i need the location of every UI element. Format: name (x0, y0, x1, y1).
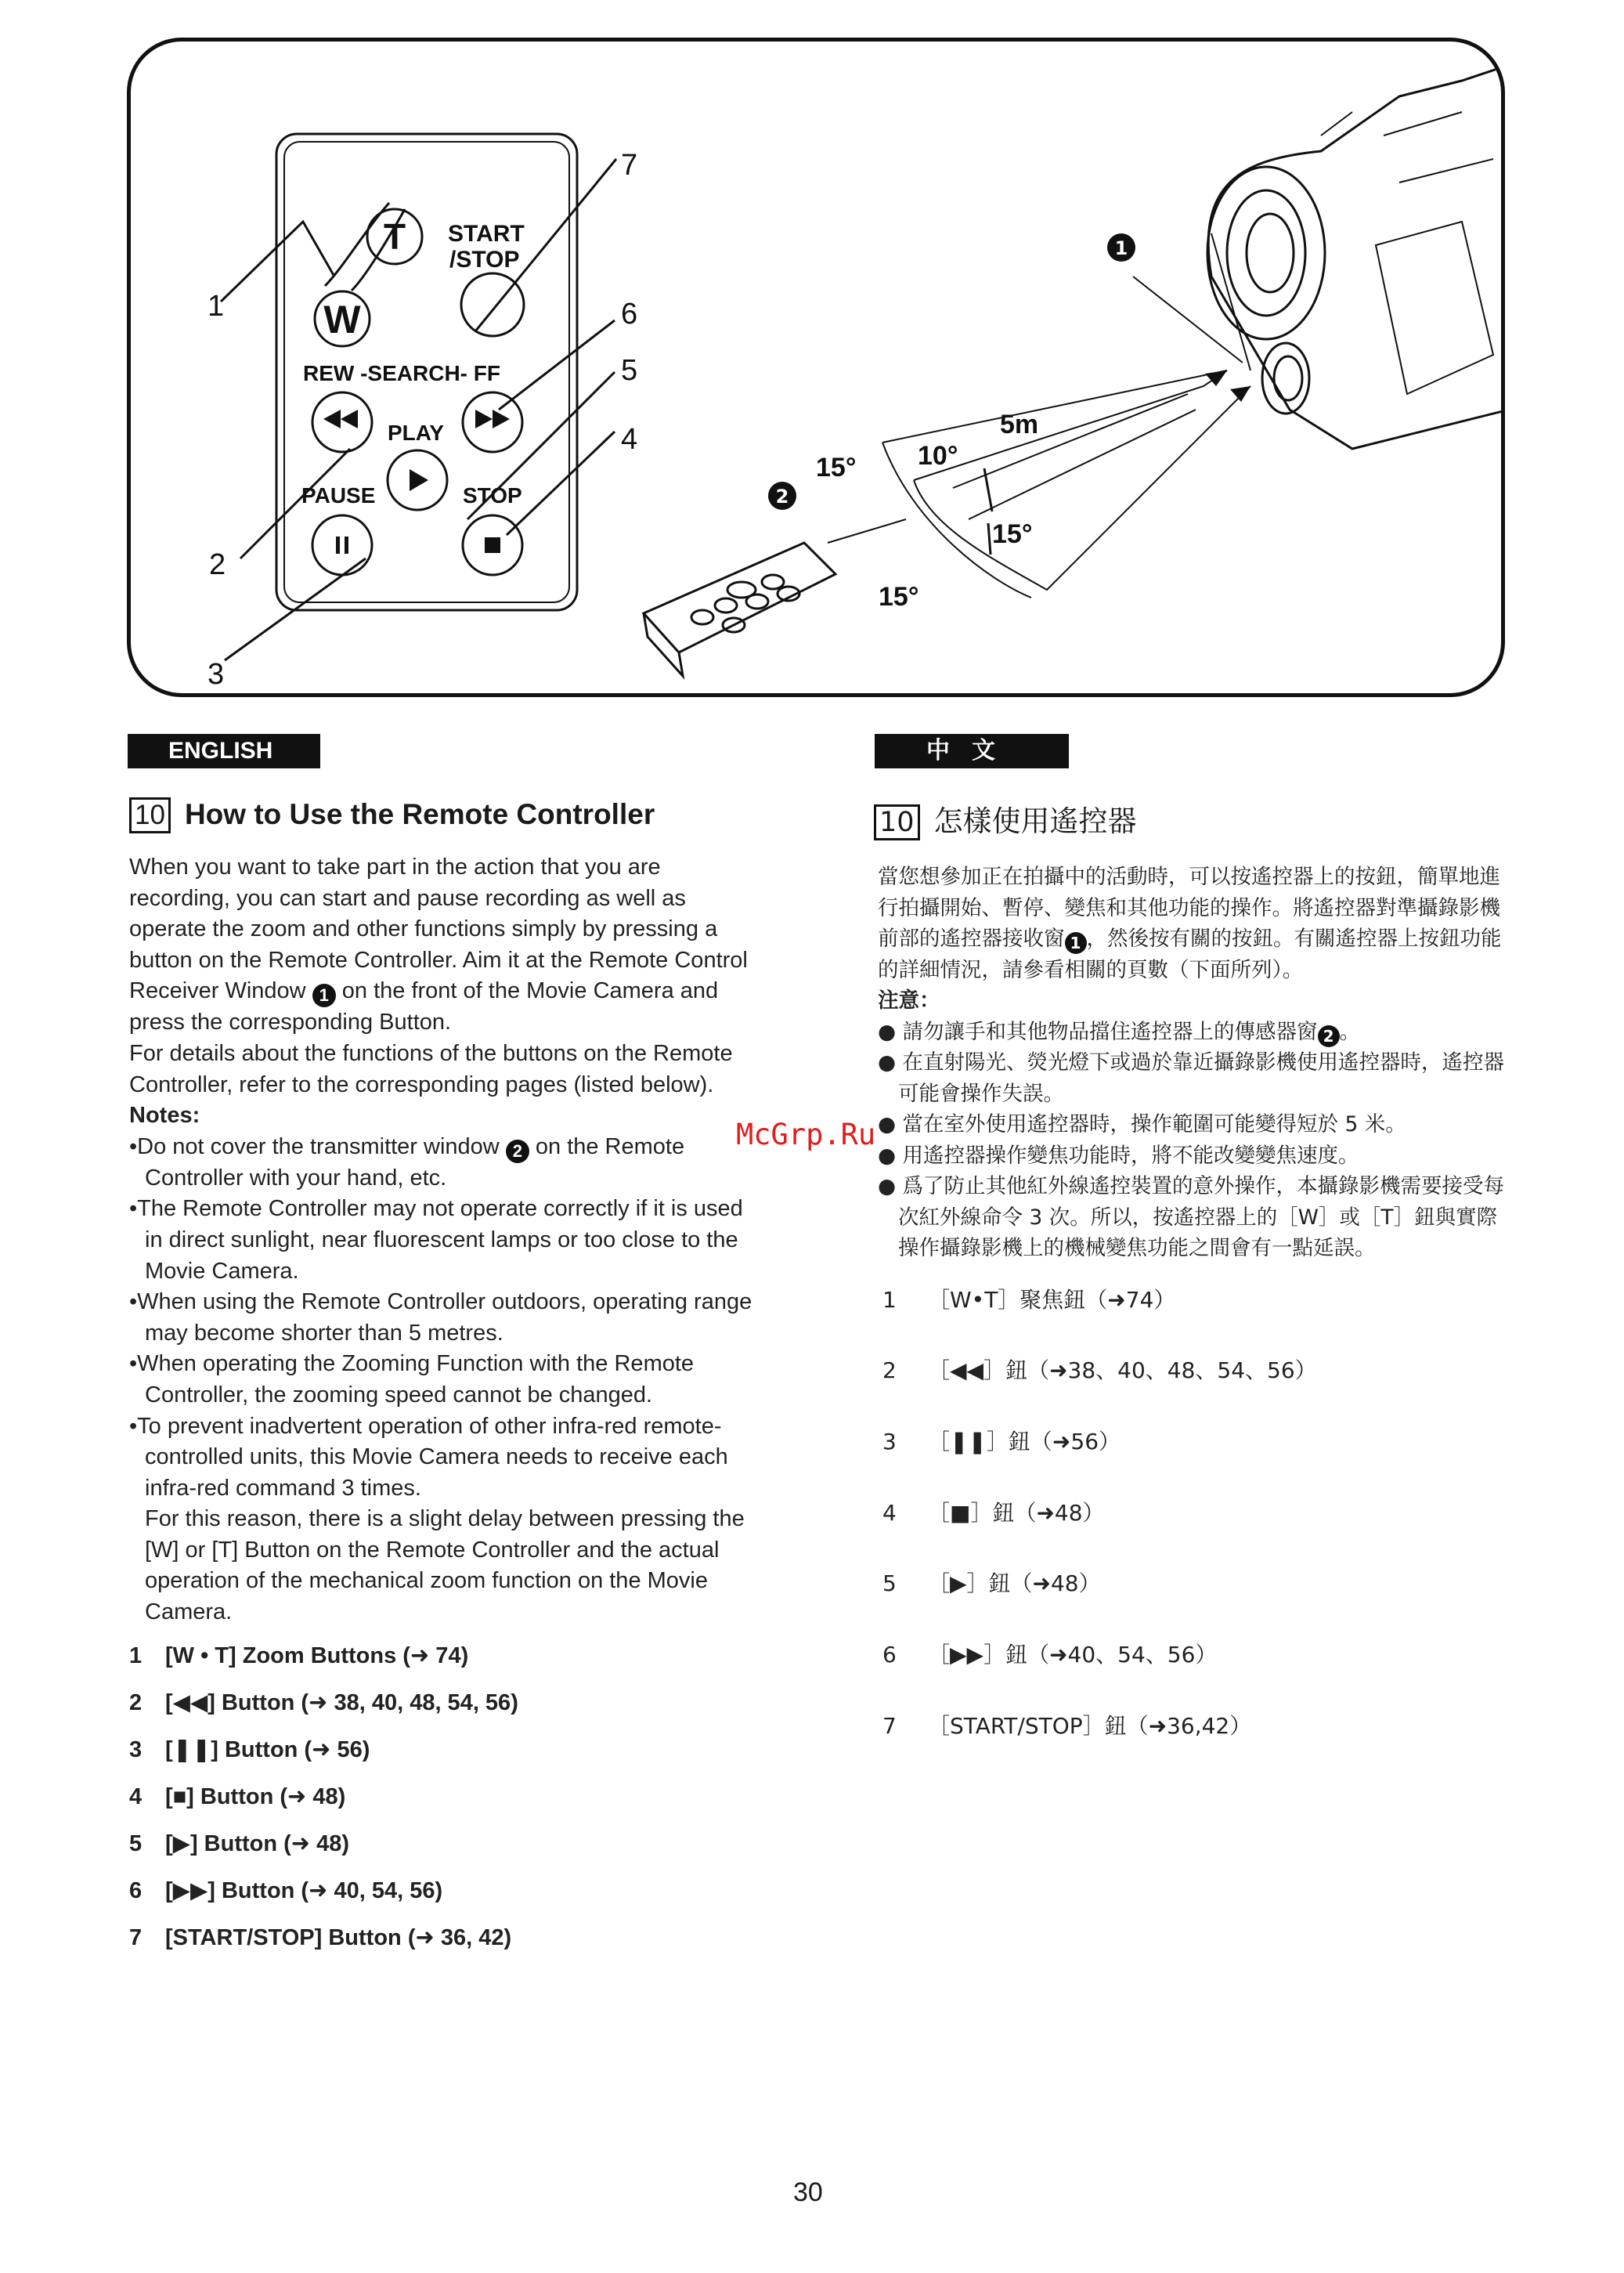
chinese-language-bar: 中文 (875, 734, 1069, 768)
callout-1: 1 (208, 290, 225, 323)
marker-1-label: 1 (1114, 237, 1128, 259)
marker-2-label: 2 (775, 486, 789, 508)
chinese-section-number: 10 (874, 804, 920, 840)
play-label: PLAY (388, 421, 445, 445)
english-title-text: How to Use the Remote Controller (184, 798, 655, 830)
list-item: 2 [◀◀] Button (➜ 38, 40, 48, 54, 56) (129, 1689, 518, 1715)
pause-button (312, 515, 372, 575)
rew-search-ff-label: REW -SEARCH- FF (303, 361, 500, 385)
callout-5: 5 (621, 354, 638, 387)
list-item: 5 [▶] Button (➜ 48) (129, 1830, 350, 1856)
pause-label: PAUSE (301, 483, 376, 508)
chinese-button-list (878, 1285, 1512, 1782)
english-intro-1: When you want to take part in the action that you are recording, you can start and pause recording as well as operate the zoom and other functions simply by pressing a button on the Remote Controller. Aim it at the Remote Control Receiver Window 1 on the front of the Movie Camera and press the corresponding Button. (129, 855, 748, 1035)
list-item: 1 ［W•T］聚焦鈕（➜74） (882, 1286, 1176, 1313)
start-label: START (448, 221, 525, 247)
list-item: 6 ［▶▶］鈕（➜40、54、56） (882, 1641, 1218, 1668)
chinese-note-5: ● 爲了防止其他紅外線遙控裝置的意外操作，本攝錄影機需要接受每次紅外線命令 3 次。所以，按遙控器上的［W］或［T］鈕與實際操作攝錄影機上的機械變焦功能之間會有一點延誤。 (878, 1174, 1505, 1260)
chinese-column (878, 862, 1512, 1781)
callout-4: 4 (621, 423, 638, 456)
english-column (129, 852, 756, 1970)
chinese-note-1: ● 請勿讓手和其他物品擋住遙控器上的傳感器窗 2 。 (878, 1019, 1361, 1046)
transmitter-marker-icon: 2 (506, 1140, 529, 1163)
list-item: 1 [W • T] Zoom Buttons (➜ 74) (129, 1642, 469, 1668)
chinese-note-2: ● 在直射陽光、熒光燈下或過於靠近攝錄影機使用遙控器時，遙控器可能會操作失誤。 (878, 1050, 1505, 1106)
chinese-note-3: ● 當在室外使用遙控器時，操作範圍可能變得短於 5 米。 (878, 1112, 1406, 1136)
angle-15-bottom: 15° (879, 582, 919, 612)
english-button-list (129, 1641, 756, 1970)
english-section-title (129, 797, 655, 833)
figure-drawing (131, 42, 1505, 697)
list-item: 3 ［❚❚］鈕（➜56） (882, 1428, 1121, 1455)
english-note-5b: For this reason, there is a slight delay between pressing the [W] or [T] Button on the Remote Controller and the actual operation of the mechanical zoom function on the Movie Camera. (145, 1506, 745, 1625)
callout-7: 7 (621, 149, 638, 182)
transmitter-marker-icon: 2 (1318, 1025, 1340, 1047)
callout-6: 6 (621, 298, 638, 331)
english-intro-2: For details about the functions of the buttons on the Remote Controller, refer to the corresponding pages (listed below). (129, 1040, 733, 1097)
list-item: 5 ［▶］鈕（➜48） (882, 1570, 1101, 1597)
angle-15-right: 15° (992, 519, 1033, 549)
english-note-2: •The Remote Controller may not operate correctly if it is used in direct sunlight, near fluorescent lamps or too close to the Movie Camera. (129, 1196, 743, 1284)
english-note-5: •To prevent inadvertent operation of other infra-red remote-controlled units, this Movie Camera needs to receive each infra-red command 3 times. (129, 1413, 728, 1501)
chinese-note-4: ● 用遙控器操作變焦功能時，將不能改變變焦速度。 (878, 1143, 1359, 1168)
angle-15-left: 15° (816, 453, 857, 482)
english-note-4: •When operating the Zooming Function with the Remote Controller, the zooming speed cannot be changed. (129, 1351, 695, 1408)
list-item: 4 ［■］鈕（➜48） (882, 1499, 1105, 1526)
range-distance: 5m (1000, 410, 1039, 439)
english-section-number: 10 (129, 797, 171, 833)
callout-3: 3 (208, 658, 225, 691)
english-note-3: •When using the Remote Controller outdoors, operating range may become shorter than 5 metres. (129, 1289, 752, 1346)
watermark: McGrp.Ru (736, 1118, 876, 1151)
receiver-marker-icon: 1 (1065, 932, 1087, 954)
stop-sub-label: /STOP (449, 247, 520, 273)
list-item: 2 ［◀◀］鈕（➜38、40、48、54、56） (882, 1357, 1317, 1384)
list-item: 6 [▶▶] Button (➜ 40, 54, 56) (129, 1877, 443, 1903)
callout-2: 2 (209, 548, 226, 581)
chinese-title-text: 怎樣使用遙控器 (933, 804, 1137, 838)
page-number: 30 (793, 2177, 823, 2207)
list-item: 3 [❚❚] Button (➜ 56) (129, 1736, 370, 1762)
english-language-bar: ENGLISH (128, 734, 320, 768)
stop-label: STOP (463, 483, 522, 508)
list-item: 7 ［START/STOP］鈕（➜36,42） (882, 1712, 1252, 1739)
angle-10: 10° (918, 441, 958, 471)
camera-lens (1207, 167, 1325, 339)
receiver-marker-icon: 1 (312, 984, 336, 1007)
list-item: 7 [START/STOP] Button (➜ 36, 42) (129, 1924, 512, 1950)
rew-button (312, 392, 372, 452)
remote-controller-figure (127, 38, 1505, 697)
english-note-1: •Do not cover the transmitter window 2 on the Remote Controller with your hand, etc. (129, 1133, 685, 1191)
t-label: T (383, 216, 406, 257)
list-item: 4 [■] Button (➜ 48) (129, 1783, 346, 1809)
english-notes-heading: Notes: (129, 1103, 200, 1129)
chinese-section-title (874, 797, 1137, 840)
chinese-intro: 當您想參加正在拍攝中的活動時，可以按遙控器上的按鈕，簡單地進行拍攝開始、暫停、變焦和其他功能的操作。將遙控器對準攝錄影機前部的遙控器接收窗 1 ，然後按有關的按鈕。有關遙控器上按鈕功能的詳細情況，請參看相關的頁數（下面所列）。 (878, 865, 1502, 982)
w-label: W (323, 298, 361, 341)
chinese-notes-heading: 注意： (878, 988, 940, 1013)
